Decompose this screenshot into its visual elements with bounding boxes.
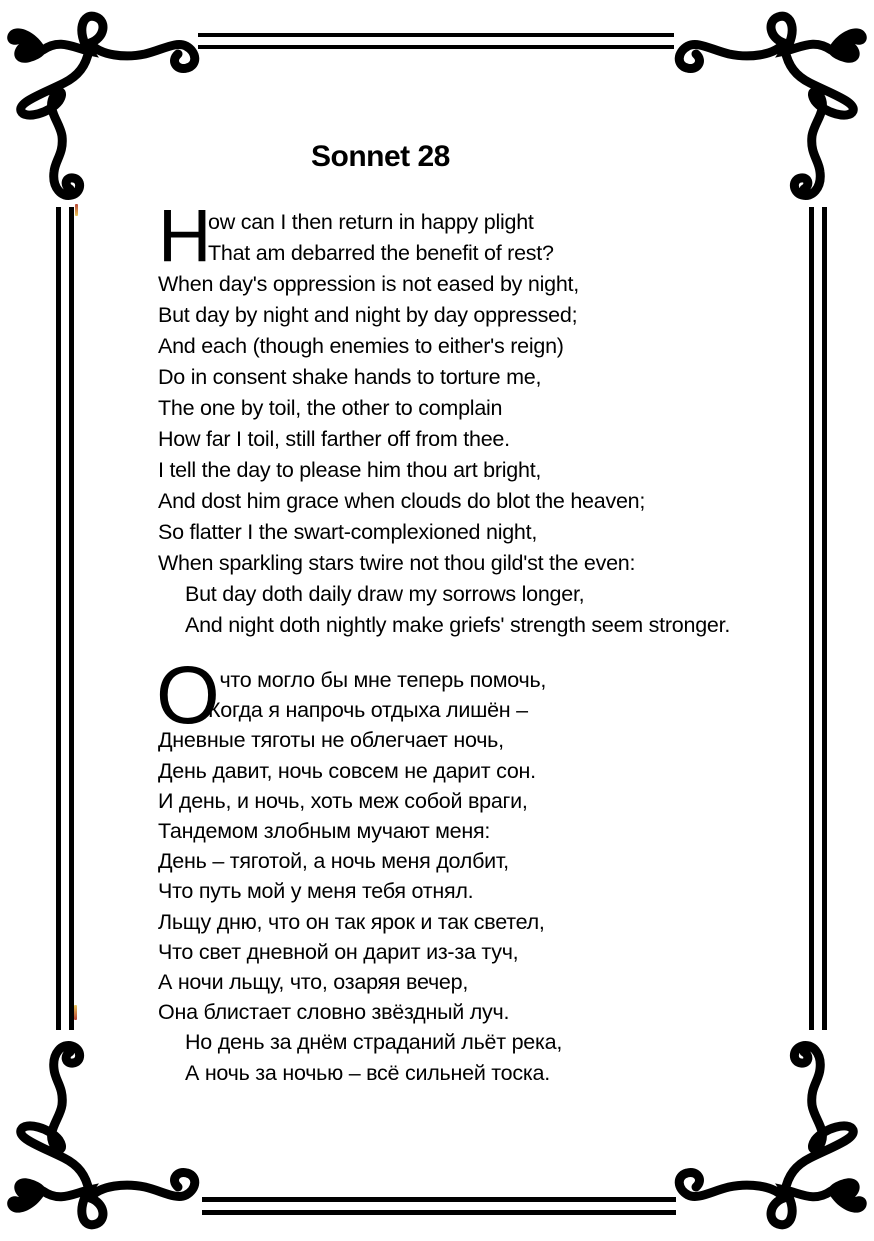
- stray-ink-mark: [74, 1005, 77, 1020]
- poem-line: I tell the day to please him thou art bright,: [158, 458, 542, 482]
- poem-line: And dost him grace when clouds do blot the heaven;: [158, 489, 646, 513]
- poem-line: Когда я напрочь отдыха лишён –: [208, 698, 528, 723]
- corner-flourish-icon: [2, 4, 207, 209]
- poem-body: [158, 725, 848, 1027]
- poem-line: Do in consent shake hands to torture me,: [158, 365, 542, 389]
- poem-line: But day doth daily draw my sorrows longer,: [185, 582, 585, 606]
- poem-line: Она блистает словно звёздный луч.: [158, 1000, 510, 1025]
- poem-opening: [158, 194, 848, 277]
- poem-couplet: [158, 1027, 848, 1087]
- border-bottom-outer-rule: [202, 1210, 676, 1215]
- poem-line: День давит, ночь совсем не дарит сон.: [158, 758, 536, 783]
- poem-line: А ночи льщу, что, озаряя вечер,: [158, 970, 469, 995]
- poem-line: And each (though enemies to either's reign): [158, 334, 564, 358]
- poem-line: When sparkling stars twire not thou gild'st the even:: [158, 551, 636, 575]
- border-left-inner-rule: [69, 207, 74, 1030]
- poem-line: Что путь мой у меня тебя отнял.: [158, 879, 474, 904]
- poem-body: [158, 269, 848, 579]
- poem-line: Что свет дневной он дарит из-за туч,: [158, 939, 519, 964]
- poem-couplet: [158, 579, 848, 641]
- poem-line: ow can I then return in happy plight: [208, 210, 534, 234]
- poem-title: Sonnet 28: [311, 140, 450, 173]
- border-bottom-inner-rule: [202, 1197, 676, 1202]
- poem-line: Льщу дню, что он так ярок и так светел,: [158, 909, 545, 934]
- poem-line: So flatter I the swart-complexioned night,: [158, 520, 538, 544]
- poem-line: When day's oppression is not eased by night,: [158, 272, 579, 296]
- border-top-inner-rule: [198, 45, 674, 49]
- poem-russian: [156, 650, 848, 1088]
- poem-line: And night doth nightly make griefs' strength seem stronger.: [185, 613, 731, 637]
- poem-line: День – тяготой, а ночь меня долбит,: [158, 849, 509, 874]
- poem-line: Но день за днём страданий льёт река,: [185, 1030, 563, 1055]
- poem-line: How far I toil, still farther off from thee.: [158, 427, 510, 451]
- border-top-outer-rule: [198, 33, 674, 37]
- poem-line: , что могло бы мне теперь помочь,: [208, 668, 547, 692]
- stray-ink-mark: [75, 204, 78, 216]
- poem-english: [158, 194, 848, 641]
- corner-flourish-icon: [667, 4, 872, 209]
- poem-line: И день, и ночь, хоть меж собой враги,: [158, 788, 528, 813]
- poem-line: The one by toil, the other to complain: [158, 396, 503, 420]
- poem-line: А ночь за ночью – всё сильней тоска.: [185, 1060, 550, 1085]
- poem-line: Тандемом злобным мучают меня:: [158, 819, 491, 844]
- border-left-outer-rule: [56, 207, 61, 1030]
- poem-line: Дневные тяготы не облегчает ночь,: [158, 728, 504, 753]
- poem-line: That am debarred the benefit of rest?: [208, 241, 554, 265]
- dropcap-letter: H: [158, 194, 212, 277]
- dropcap-letter: О: [156, 650, 220, 741]
- poem-line: But day by night and night by day oppressed;: [158, 303, 578, 327]
